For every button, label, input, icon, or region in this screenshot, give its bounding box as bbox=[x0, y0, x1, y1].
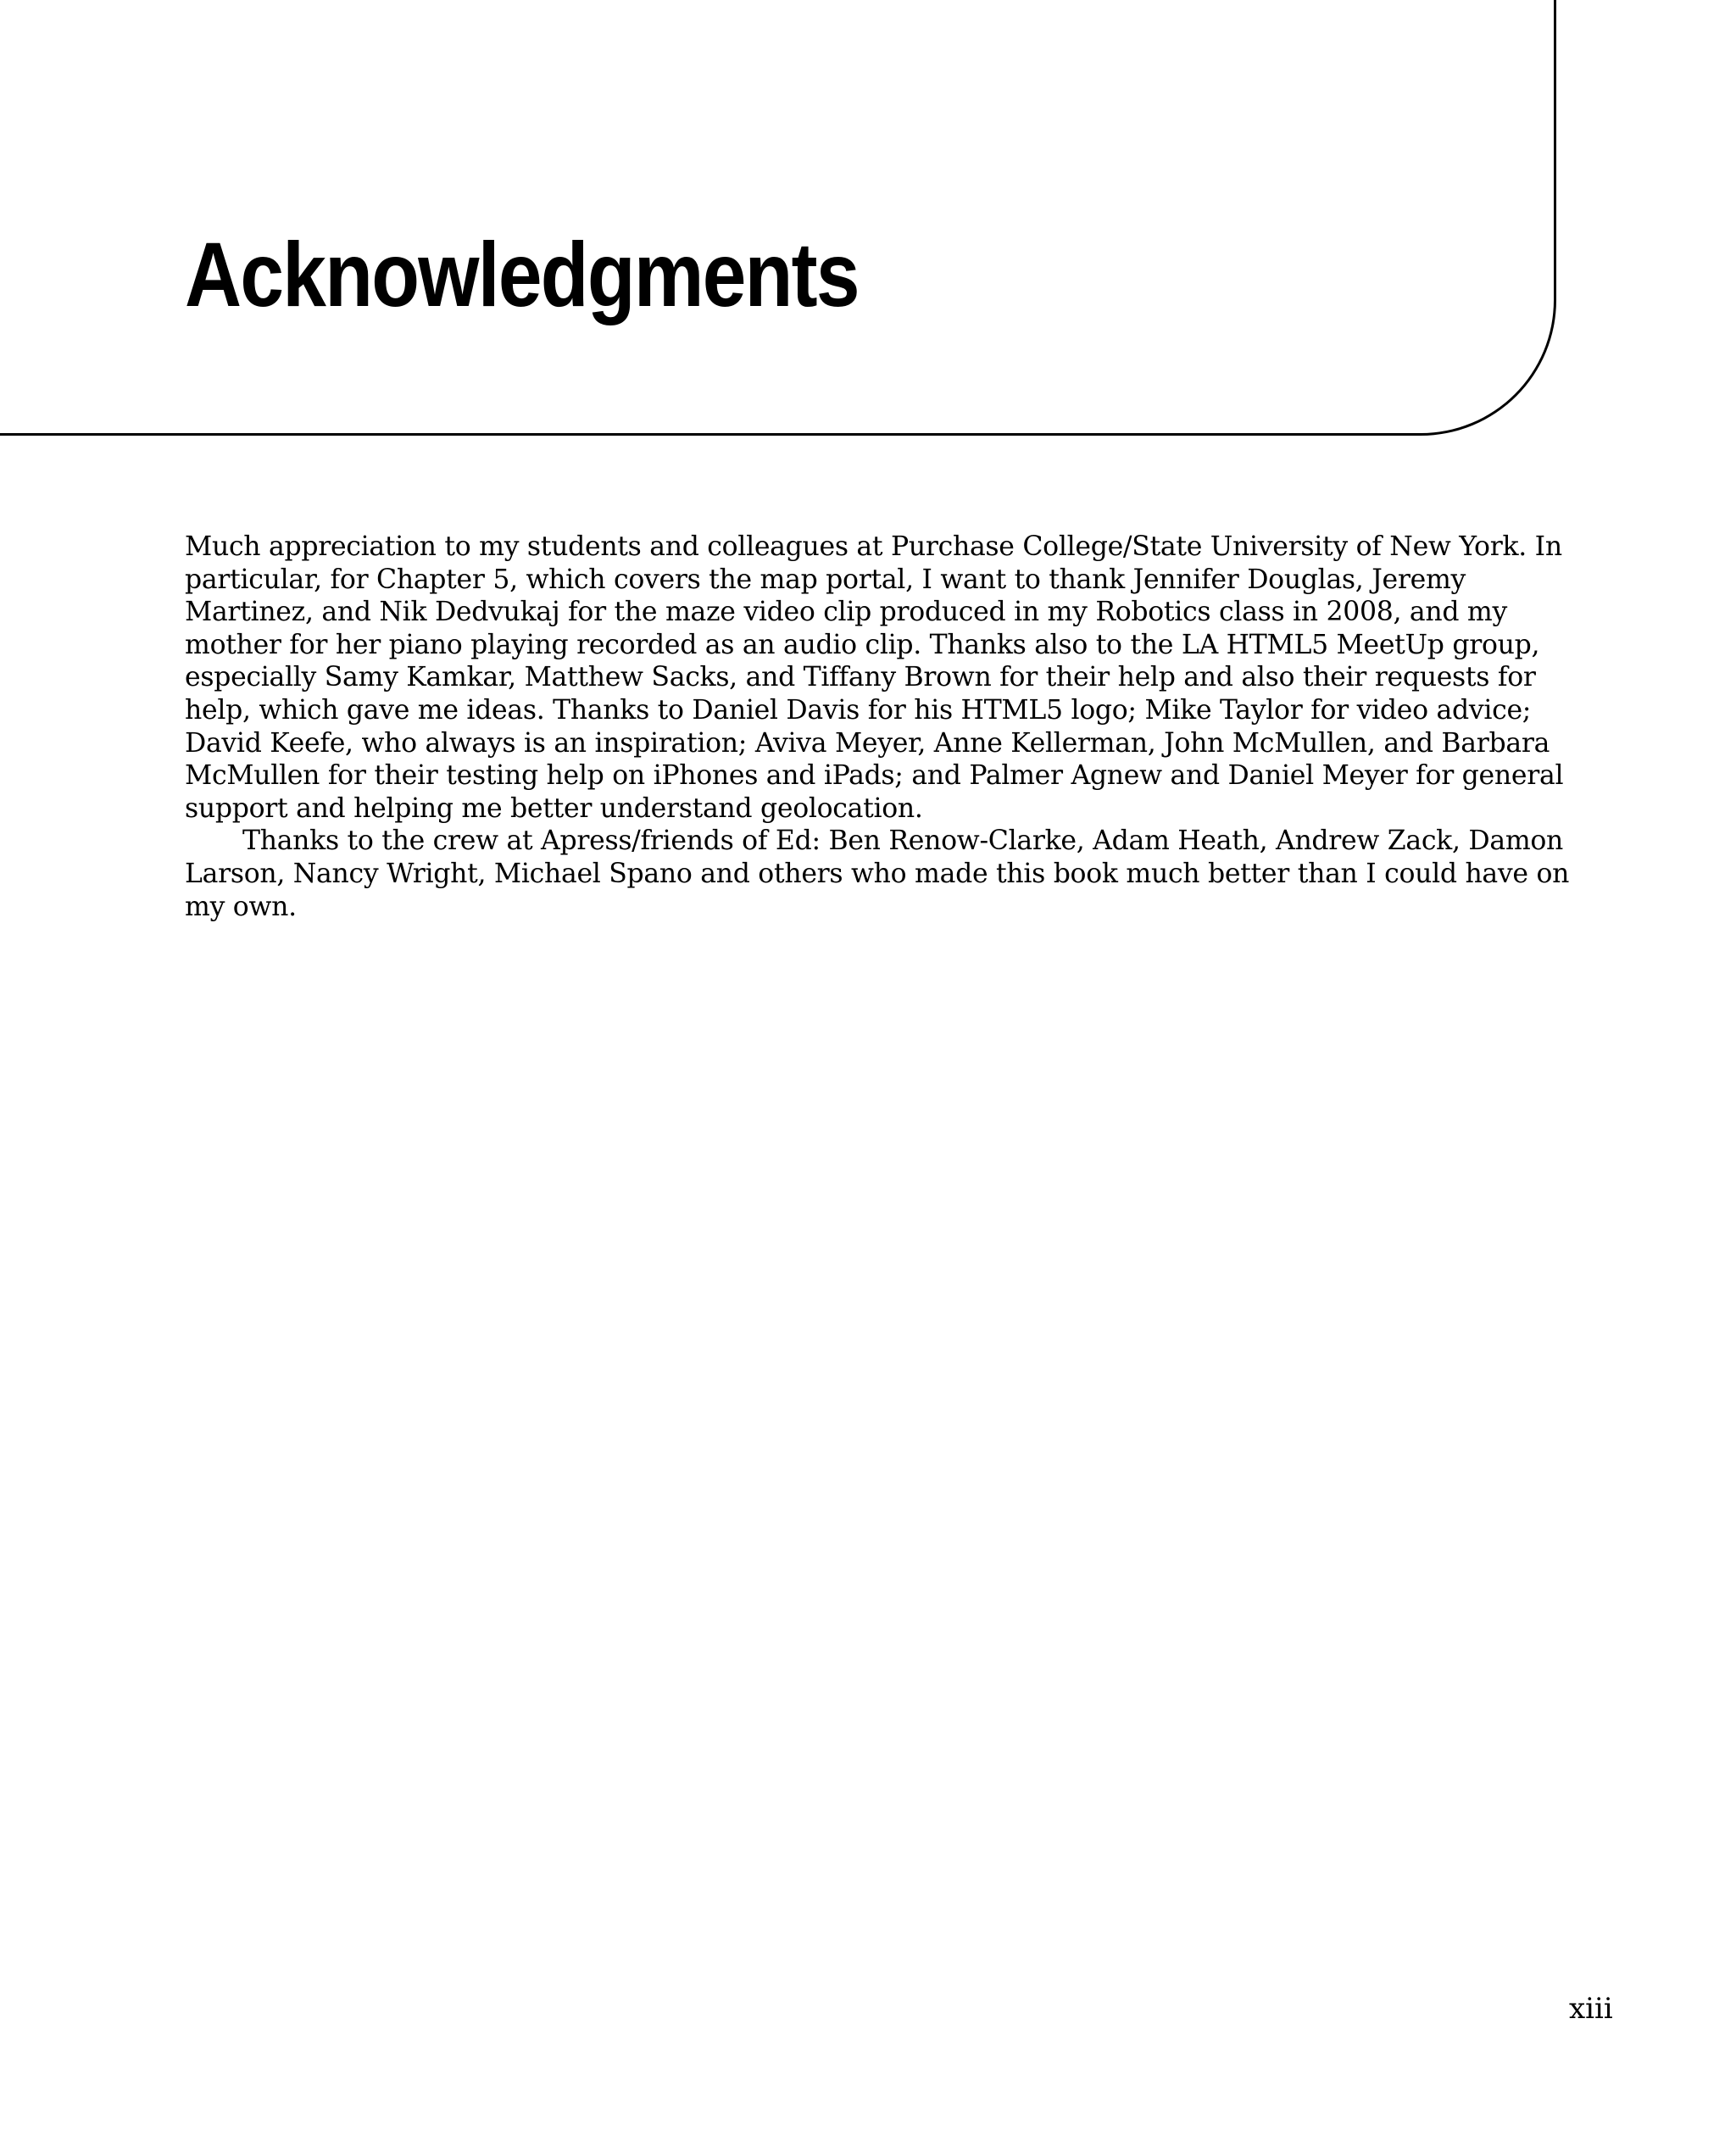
paragraph-2 bbox=[185, 825, 1570, 923]
text-line: Larson, Nancy Wright, Michael Spano and others who made this book much better than I could have on bbox=[185, 858, 1570, 889]
text-line: McMullen for their testing help on iPhones and iPads; and Palmer Agnew and Daniel Meyer for general bbox=[185, 760, 1564, 792]
chapter-header-frame bbox=[0, 0, 1556, 436]
page-number: xiii bbox=[1569, 1992, 1613, 2026]
text-line: especially Samy Kamkar, Matthew Sacks, and Tiffany Brown for their help and also their requests for bbox=[185, 662, 1536, 693]
text-line: Thanks to the crew at Apress/friends of Ed: Ben Renow-Clarke, Adam Heath, Andrew Zack, Damon bbox=[242, 826, 1564, 857]
text-line: my own. bbox=[185, 891, 297, 922]
paragraph-1 bbox=[185, 531, 1564, 825]
text-line: help, which gave me ideas. Thanks to Daniel Davis for his HTML5 logo; Mike Taylor for video advice; bbox=[185, 694, 1532, 726]
text-line: particular, for Chapter 5, which covers the map portal, I want to thank Jennifer Douglas, Jeremy bbox=[185, 564, 1466, 595]
text-line: mother for her piano playing recorded as an audio clip. Thanks also to the LA HTML5 MeetUp group, bbox=[185, 629, 1540, 660]
page-title: Acknowledgments bbox=[185, 223, 859, 325]
text-line: David Keefe, who always is an inspiration; Aviva Meyer, Anne Kellerman, John McMullen, and Barbara bbox=[185, 727, 1550, 759]
body-text bbox=[185, 531, 1570, 923]
text-line: Martinez, and Nik Dedvukaj for the maze video clip produced in my Robotics class in 2008, and my bbox=[185, 597, 1507, 628]
text-line: Much appreciation to my students and colleagues at Purchase College/State University of New York. In bbox=[185, 531, 1562, 562]
text-line: support and helping me better understand geolocation. bbox=[185, 792, 923, 824]
